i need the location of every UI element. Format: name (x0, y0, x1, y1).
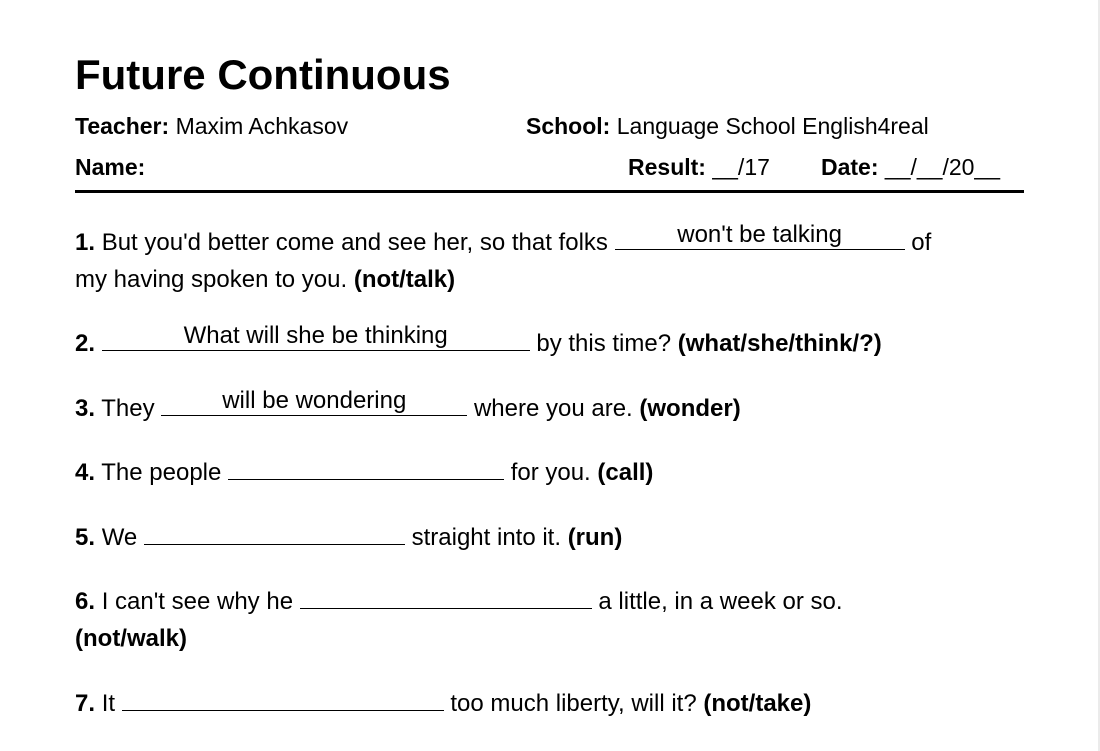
question-number: 3. (75, 395, 96, 422)
question-text-before: It (101, 690, 116, 717)
answer-blank[interactable] (161, 387, 467, 416)
name-field (75, 153, 145, 181)
answer-text: won't be talking (677, 221, 842, 248)
question-6-continued (75, 620, 187, 657)
question-hint: (what/she/think/?) (677, 330, 882, 357)
question-number: 6. (75, 588, 96, 615)
question-5 (75, 519, 622, 556)
date-label: Date: (821, 154, 879, 180)
question-7 (75, 685, 811, 722)
question-text-after: where you are. (473, 395, 633, 422)
question-text-after: too much liberty, will it? (450, 690, 697, 717)
teacher-field (75, 112, 348, 140)
question-text-after: of (911, 229, 932, 256)
question-4 (75, 454, 653, 491)
question-text-before: The people (101, 459, 222, 486)
question-3 (75, 387, 741, 427)
question-hint: (call) (597, 459, 654, 486)
question-number: 1. (75, 229, 96, 256)
question-number: 5. (75, 524, 96, 551)
teacher-label: Teacher: (75, 113, 170, 139)
question-hint: (wonder) (639, 395, 741, 422)
question-number: 7. (75, 690, 96, 717)
question-1-continued (75, 261, 455, 298)
answer-blank[interactable] (300, 588, 592, 609)
school-label: School: (526, 113, 611, 139)
question-text-line2: my having spoken to you. (75, 266, 348, 293)
question-text-after: straight into it. (411, 524, 562, 551)
question-hint: (run) (567, 524, 623, 551)
answer-blank[interactable] (144, 524, 405, 545)
question-text-before: We (101, 524, 138, 551)
answer-blank[interactable] (102, 322, 530, 351)
answer-blank[interactable] (615, 221, 905, 250)
result-field (628, 153, 770, 181)
question-text-before: They (101, 395, 155, 422)
school-field (526, 112, 929, 140)
question-text-before: I can't see why he (101, 588, 294, 615)
header-divider (75, 190, 1024, 193)
result-value: __/17 (712, 154, 770, 180)
answer-blank[interactable] (122, 690, 444, 711)
question-text-after: for you. (510, 459, 591, 486)
school-value: Language School English4real (616, 113, 929, 139)
answer-text: What will she be thinking (183, 322, 448, 349)
name-label: Name: (75, 154, 146, 180)
teacher-value: Maxim Achkasov (175, 113, 349, 139)
question-1 (75, 221, 932, 261)
question-6 (75, 583, 843, 620)
date-value: __/__/20__ (884, 154, 1001, 180)
worksheet-title: Future Continuous (75, 51, 451, 98)
answer-text: will be wondering (222, 387, 407, 414)
question-number: 2. (75, 330, 96, 357)
result-label: Result: (628, 154, 706, 180)
question-hint: (not/talk) (353, 266, 456, 293)
date-field (821, 153, 1000, 181)
question-text-before: But you'd better come and see her, so that folks (101, 229, 608, 256)
answer-blank[interactable] (228, 459, 504, 480)
question-hint: (not/take) (703, 690, 812, 717)
question-hint: (not/walk) (75, 625, 187, 652)
question-2 (75, 322, 882, 362)
question-text-after: a little, in a week or so. (598, 588, 843, 615)
question-number: 4. (75, 459, 96, 486)
question-text-after: by this time? (536, 330, 672, 357)
